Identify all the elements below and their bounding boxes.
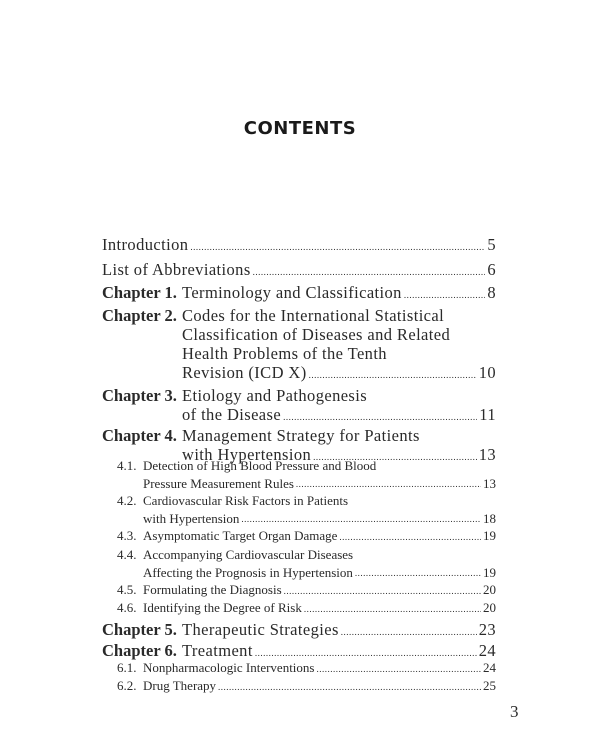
entry-title: Therapeutic Strategies <box>182 620 339 639</box>
dot-leader <box>241 512 481 525</box>
entry-number: 6.2. <box>117 678 137 693</box>
toc-line <box>102 326 496 345</box>
toc-line <box>102 307 496 326</box>
dot-leader <box>404 285 486 302</box>
dot-leader <box>283 406 477 423</box>
entry-page: 8 <box>487 283 496 302</box>
dot-leader <box>296 477 481 490</box>
page-number: 3 <box>510 702 519 721</box>
toc-entry[interactable] <box>102 387 496 424</box>
entry-number: Chapter 3. <box>102 386 177 405</box>
toc-line <box>102 527 496 545</box>
entry-number: 4.6. <box>117 600 137 615</box>
entry-title: Formulating the Diagnosis <box>143 582 282 597</box>
toc-entry[interactable] <box>102 546 496 581</box>
entry-title: List of Abbreviations <box>102 260 251 279</box>
toc-line <box>102 284 496 303</box>
entry-number: 4.5. <box>117 582 137 597</box>
entry-number: Chapter 5. <box>102 620 177 639</box>
entry-page: 20 <box>483 600 496 615</box>
toc-line <box>102 236 496 255</box>
entry-title: Terminology and Classification <box>182 283 402 302</box>
toc-line <box>102 581 496 599</box>
toc-line <box>102 677 496 695</box>
toc-line <box>102 475 496 493</box>
dot-leader <box>253 262 486 279</box>
entry-title: Revision (ICD X) <box>182 363 307 382</box>
toc-entry[interactable] <box>102 457 496 492</box>
entry-page: 18 <box>483 510 496 526</box>
entry-page: 13 <box>478 444 496 464</box>
entry-number: 4.4. <box>117 547 137 562</box>
entry-page: 24 <box>483 660 496 675</box>
entry-title: Management Strategy for Patients <box>182 426 420 445</box>
entry-title: Health Problems of the Tenth <box>182 344 387 363</box>
toc-entry[interactable] <box>102 599 496 617</box>
entry-title: Treatment <box>182 641 253 660</box>
toc-entry[interactable] <box>102 621 496 640</box>
dot-leader <box>304 602 481 615</box>
toc-line <box>102 261 496 280</box>
toc-entry[interactable] <box>102 307 496 383</box>
entry-title: Classification of Diseases and Related <box>182 325 451 344</box>
toc-entry[interactable] <box>102 284 496 303</box>
entry-page: 10 <box>478 363 496 382</box>
toc-line <box>102 546 496 564</box>
entry-title: of the Disease <box>182 404 282 424</box>
toc-line <box>102 387 496 406</box>
entry-number: 4.1. <box>117 458 137 473</box>
dot-leader <box>339 530 481 543</box>
entry-number: Chapter 6. <box>102 641 177 660</box>
entry-page: 23 <box>478 620 496 639</box>
entry-page: 24 <box>478 641 496 660</box>
entry-page: 5 <box>487 235 496 254</box>
entry-page: 20 <box>483 582 496 597</box>
entry-title: Codes for the International Statistical <box>182 306 445 325</box>
dot-leader <box>218 680 481 693</box>
entry-number: Chapter 1. <box>102 283 177 302</box>
dot-leader <box>255 643 477 660</box>
toc-entry[interactable] <box>102 527 496 545</box>
dot-leader <box>316 662 481 675</box>
toc-line <box>102 492 496 510</box>
toc-entry[interactable] <box>102 236 496 255</box>
entry-page: 11 <box>479 404 496 424</box>
entry-number: Chapter 4. <box>102 426 177 445</box>
toc-entry[interactable] <box>102 642 496 661</box>
entry-page: 19 <box>483 528 496 543</box>
entry-title: Introduction <box>102 235 189 254</box>
entry-page: 19 <box>483 564 496 580</box>
entry-number: 6.1. <box>117 660 137 675</box>
page-title: CONTENTS <box>243 118 357 139</box>
toc-line <box>102 427 496 446</box>
dot-leader <box>341 622 477 639</box>
entry-page: 25 <box>483 678 496 693</box>
toc-entry[interactable] <box>102 492 496 527</box>
entry-number: 4.2. <box>117 493 137 508</box>
toc-line <box>102 642 496 661</box>
entry-title: Affecting the Prognosis in Hypertension <box>143 564 353 580</box>
entry-page: 6 <box>487 260 496 279</box>
entry-title: Nonpharmacologic Interventions <box>143 660 315 675</box>
dot-leader <box>284 584 481 597</box>
toc-line <box>102 457 496 475</box>
entry-title: Identifying the Degree of Risk <box>143 600 302 615</box>
entry-title: Cardiovascular Risk Factors in Patients <box>143 493 349 508</box>
entry-number: Chapter 2. <box>102 306 177 325</box>
dot-leader <box>190 237 485 254</box>
entry-title: Asymptomatic Target Organ Damage <box>143 528 338 543</box>
toc-line <box>102 345 496 364</box>
toc-line <box>102 364 496 383</box>
toc-entry[interactable] <box>102 659 496 677</box>
entry-page: 13 <box>483 475 496 491</box>
toc-line <box>102 564 496 582</box>
toc-line <box>102 659 496 677</box>
toc-line <box>102 510 496 528</box>
toc-entry[interactable] <box>102 581 496 599</box>
toc-line <box>102 599 496 617</box>
entry-number: 4.3. <box>117 528 137 543</box>
entry-title: Etiology and Pathogenesis <box>182 386 368 405</box>
entry-title: Drug Therapy <box>143 678 217 693</box>
entry-title: Pressure Measurement Rules <box>143 475 294 491</box>
toc-line <box>102 621 496 640</box>
toc-line <box>102 405 496 424</box>
toc-entry[interactable] <box>102 261 496 280</box>
toc-entry[interactable] <box>102 677 496 695</box>
entry-title: Accompanying Cardiovascular Diseases <box>143 547 354 562</box>
dot-leader <box>309 365 477 382</box>
entry-title: with Hypertension <box>182 444 312 464</box>
entry-title: with Hypertension <box>143 510 240 526</box>
entry-title: Detection of High Blood Pressure and Blood <box>143 458 377 473</box>
dot-leader <box>355 566 481 579</box>
